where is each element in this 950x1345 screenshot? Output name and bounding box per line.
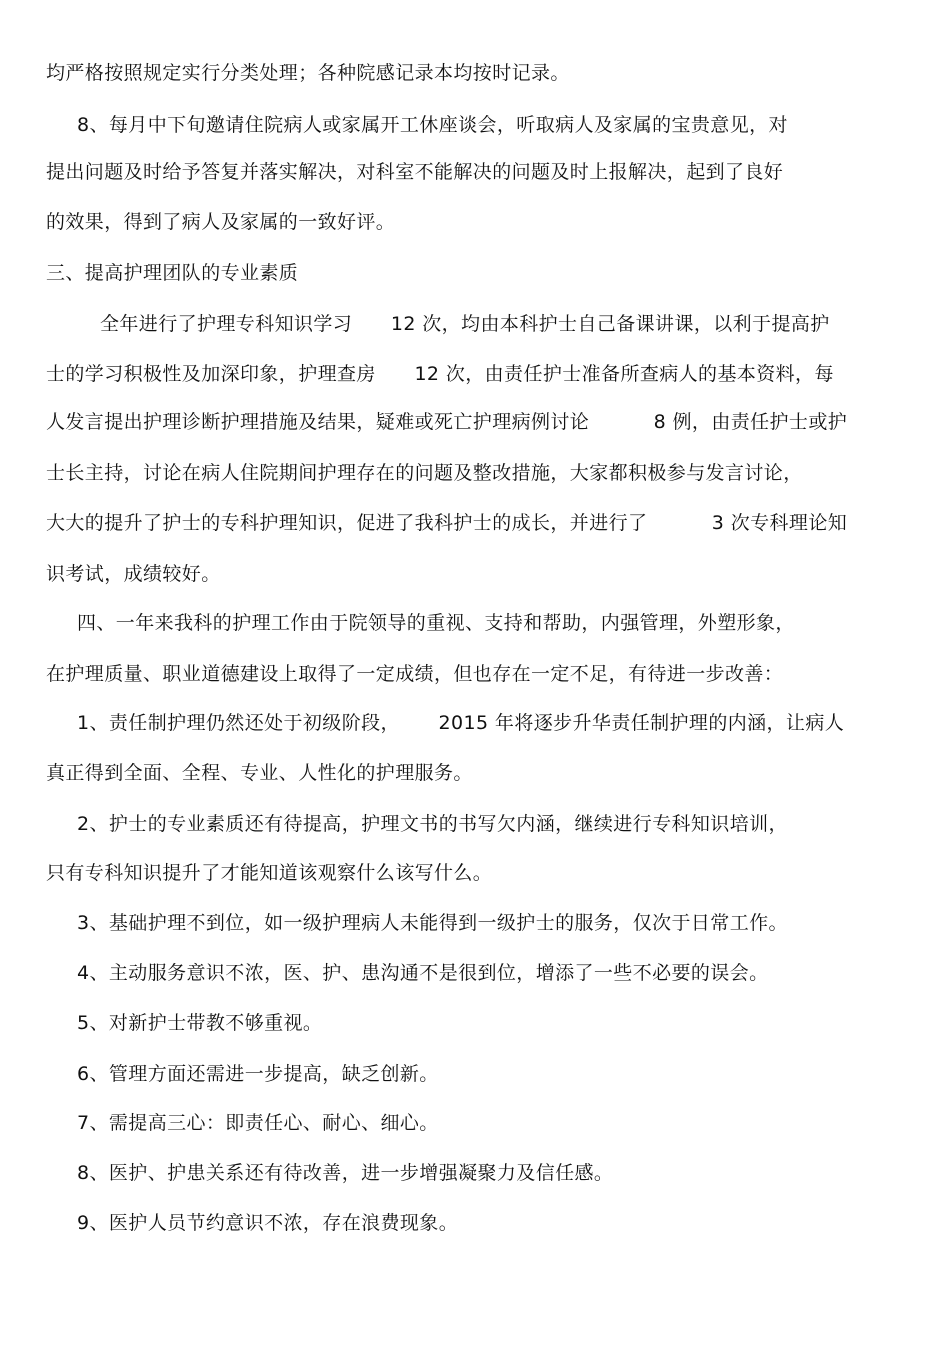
list-item: 2、护士的专业素质还有待提高，护理文书的书写欠内涵，继续进行专科知识培训， xyxy=(77,813,788,835)
text-line: 的效果，得到了病人及家属的一致好评。 xyxy=(46,211,396,233)
text-line: 只有专科知识提升了才能知道该观察什么该写什么。 xyxy=(46,862,493,884)
text-line: 在护理质量、职业道德建设上取得了一定成绩，但也存在一定不足，有待进一步改善： xyxy=(46,663,784,685)
list-item: 5、对新护士带教不够重视。 xyxy=(77,1012,323,1034)
text-line: 士的学习积极性及加深印象，护理查房 12 次，由责任护士准备所查病人的基本资料，每 xyxy=(46,363,834,385)
list-item: 9、医护人员节约意识不浓，存在浪费现象。 xyxy=(77,1212,459,1234)
section-heading: 三、提高护理团队的专业素质 xyxy=(46,262,299,284)
list-item: 7、需提高三心：即责任心、耐心、细心。 xyxy=(77,1112,439,1134)
text-line: 全年进行了护理专科知识学习 12 次，均由本科护士自己备课讲课，以利于提高护 xyxy=(100,313,830,335)
list-item: 1、责任制护理仍然还处于初级阶段， 2015 年将逐步升华责任制护理的内涵，让病人 xyxy=(77,712,845,734)
text-line: 均严格按照规定实行分类处理；各种院感记录本均按时记录。 xyxy=(46,62,570,84)
list-item: 8、医护、护患关系还有待改善，进一步增强凝聚力及信任感。 xyxy=(77,1162,614,1184)
list-item: 4、主动服务意识不浓，医、护、患沟通不是很到位，增添了一些不必要的误会。 xyxy=(77,962,769,984)
text-line: 真正得到全面、全程、专业、人性化的护理服务。 xyxy=(46,762,473,784)
list-item: 6、管理方面还需进一步提高，缺乏创新。 xyxy=(77,1063,439,1085)
text-line: 人发言提出护理诊断护理措施及结果，疑难或死亡护理病例讨论 8 例，由责任护士或护 xyxy=(46,411,848,433)
text-line: 士长主持，讨论在病人住院期间护理存在的问题及整改措施，大家都积极参与发言讨论， xyxy=(46,462,803,484)
text-line: 提出问题及时给予答复并落实解决，对科室不能解决的问题及时上报解决，起到了良好 xyxy=(46,161,784,183)
list-item: 3、基础护理不到位，如一级护理病人未能得到一级护士的服务，仅次于日常工作。 xyxy=(77,912,788,934)
text-line: 大大的提升了护士的专科护理知识，促进了我科护士的成长，并进行了 3 次专科理论知 xyxy=(46,512,848,534)
section-heading: 四、一年来我科的护理工作由于院领导的重视、支持和帮助，内强管理，外塑形象， xyxy=(77,612,795,634)
text-line: 8、每月中下旬邀请住院病人或家属开工休座谈会，听取病人及家属的宝贵意见，对 xyxy=(77,114,788,136)
text-line: 识考试，成绩较好。 xyxy=(46,563,221,585)
